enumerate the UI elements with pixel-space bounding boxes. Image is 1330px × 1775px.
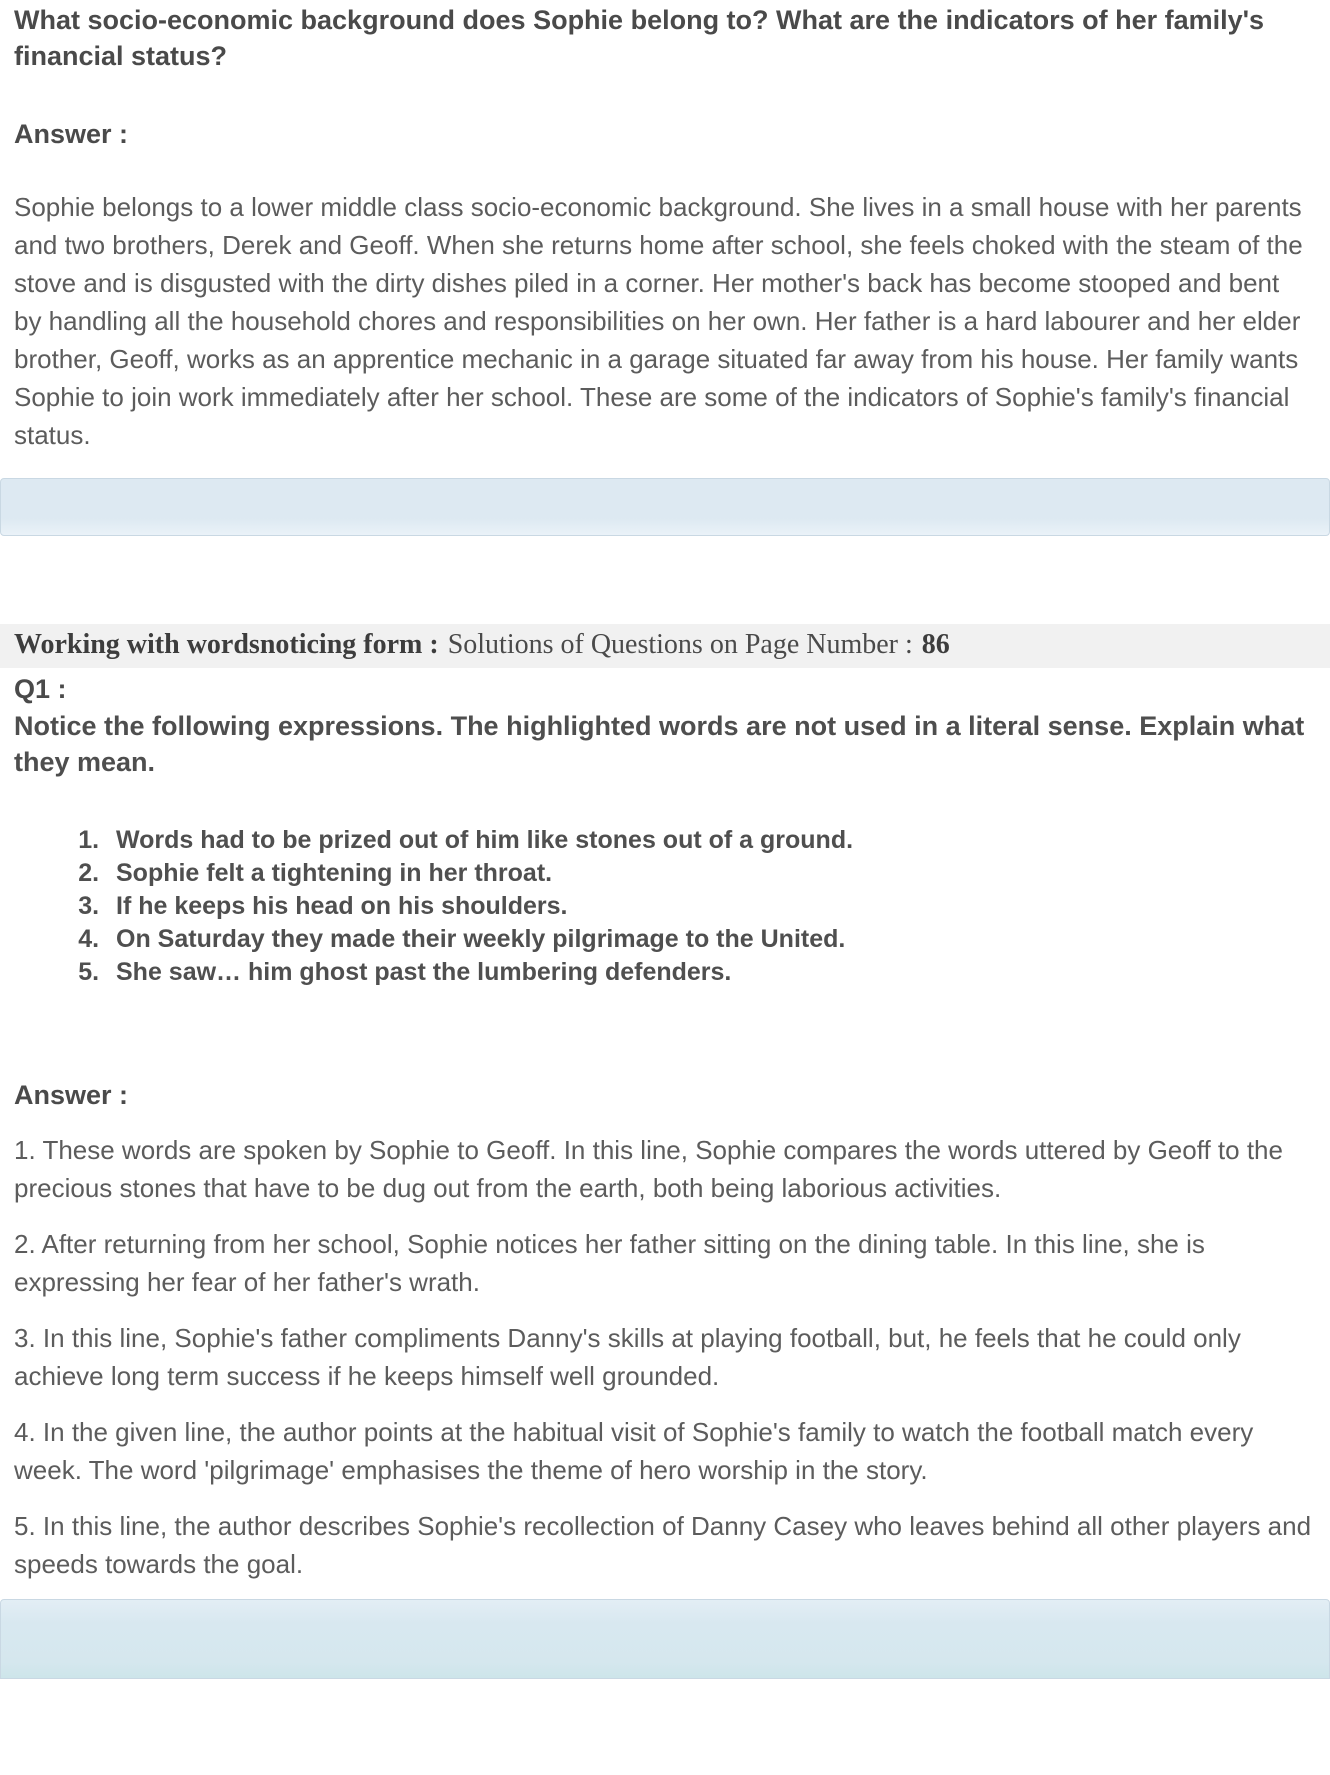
question-number-label: Q1 : bbox=[14, 674, 67, 704]
expression-item: 1. Words had to be prized out of him like stones out of a ground. bbox=[106, 824, 1330, 857]
section-heading-subtitle: Solutions of Questions on Page Number : bbox=[447, 629, 913, 660]
answers-block bbox=[0, 1131, 1330, 1583]
expression-item: 2. Sophie felt a tightening in her throat. bbox=[106, 857, 1330, 890]
question-title: What socio-economic background does Sophie belong to? What are the indicators of her family's financial status? bbox=[14, 5, 1265, 71]
answer-label: Answer : bbox=[14, 119, 129, 149]
section-heading-title: Working with wordsnoticing form : bbox=[14, 629, 439, 660]
expression-item: 3. If he keeps his head on his shoulders. bbox=[106, 890, 1330, 923]
answer-label: Answer : bbox=[14, 1080, 129, 1110]
answer-paragraph: 1. These words are spoken by Sophie to Geoff. In this line, Sophie compares the words uttered by Geoff to the precious stones that have to be dug out from the earth, both being laborious activities. bbox=[14, 1135, 1283, 1203]
section-heading-page-number: 86 bbox=[921, 629, 950, 660]
expression-item: 4. On Saturday they made their weekly pilgrimage to the United. bbox=[106, 923, 1330, 956]
answer-paragraph: 5. In this line, the author describes Sophie's recollection of Danny Casey who leaves behind all other players and speeds towards the goal. bbox=[14, 1511, 1312, 1579]
section-divider-bar-bottom bbox=[0, 1599, 1330, 1679]
answer-paragraph: Sophie belongs to a lower middle class socio-economic background. She lives in a small house with her parents and two brothers, Derek and Geoff. When she returns home after school, she feels choked with the steam of the stove and is disgusted with the dirty dishes piled in a corner. Her mother's back has become stooped and bent by handling all the household chores and responsibilities on her own. Her father is a hard labourer and her elder brother, Geoff, works as an apprentice mechanic in a garage situated far away from his house. Her family wants Sophie to join work immediately after her school. These are some of the indicators of Sophie's family's financial status. bbox=[14, 192, 1303, 450]
section-divider-bar bbox=[0, 478, 1330, 536]
question-text: Notice the following expressions. The highlighted words are not used in a literal sense. Explain what they mean. bbox=[14, 711, 1305, 777]
answer-paragraph: 3. In this line, Sophie's father compliments Danny's skills at playing football, but, he feels that he could only achieve long term success if he keeps himself well grounded. bbox=[14, 1323, 1241, 1391]
expression-item: 5. She saw… him ghost past the lumbering defenders. bbox=[106, 956, 1330, 989]
answer-paragraph: 4. In the given line, the author points at the habitual visit of Sophie's family to watch the football match every week. The word 'pilgrimage' emphasises the theme of hero worship in the story. bbox=[14, 1417, 1254, 1485]
expressions-list bbox=[0, 824, 1330, 989]
section-heading-strip bbox=[0, 624, 1330, 668]
answer-paragraph: 2. After returning from her school, Sophie notices her father sitting on the dining table. In this line, she is expressing her fear of her father's wrath. bbox=[14, 1229, 1205, 1297]
